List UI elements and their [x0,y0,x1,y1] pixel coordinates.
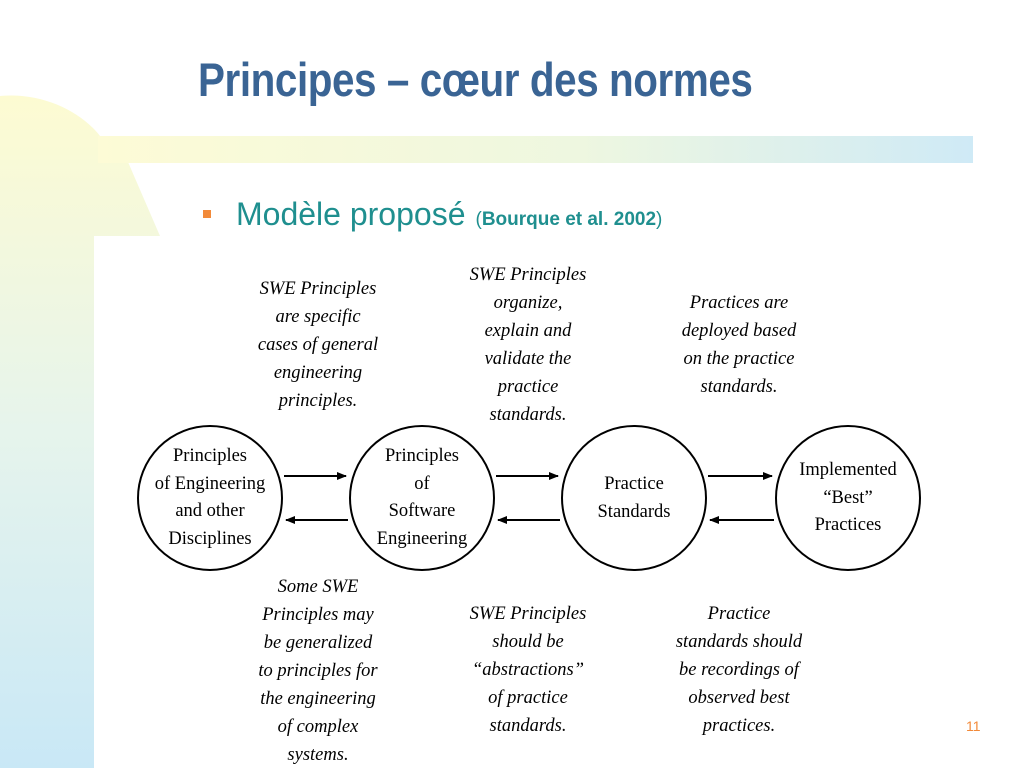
slide-title: Principes – cœur des normes [198,53,753,106]
reference-bold: Bourque et al. 2002 [481,209,657,230]
bottom-note-1: Some SWE Principles may be generalized to principles for the engineering of complex systems. [258,577,378,765]
top-note-3: Practices are deployed based on the practice standards. [681,293,797,397]
node-label-engineering: Principles of Engineering and other Disciplines [154,446,266,549]
node-label-practice-standards: Practice Standards [597,474,671,522]
node-label-best-practices: Implemented “Best” Practices [799,460,897,535]
bullet-text: Modèle proposé [236,196,466,232]
top-note-2: SWE Principles organize, explain and validate the practice standards. [469,265,587,425]
top-note-1: SWE Principles are specific cases of general engineering principles. [257,279,379,411]
bottom-note-2: SWE Principles should be “abstractions” of practice standards. [469,604,587,736]
bullet-reference: (Bourque et al. 2002) [475,209,663,230]
page-number: 11 [966,718,981,734]
bottom-note-3: Practice standards should be recordings of observed best practices. [675,604,803,736]
node-label-swe-principles: Principles of Software Engineering [376,446,468,549]
